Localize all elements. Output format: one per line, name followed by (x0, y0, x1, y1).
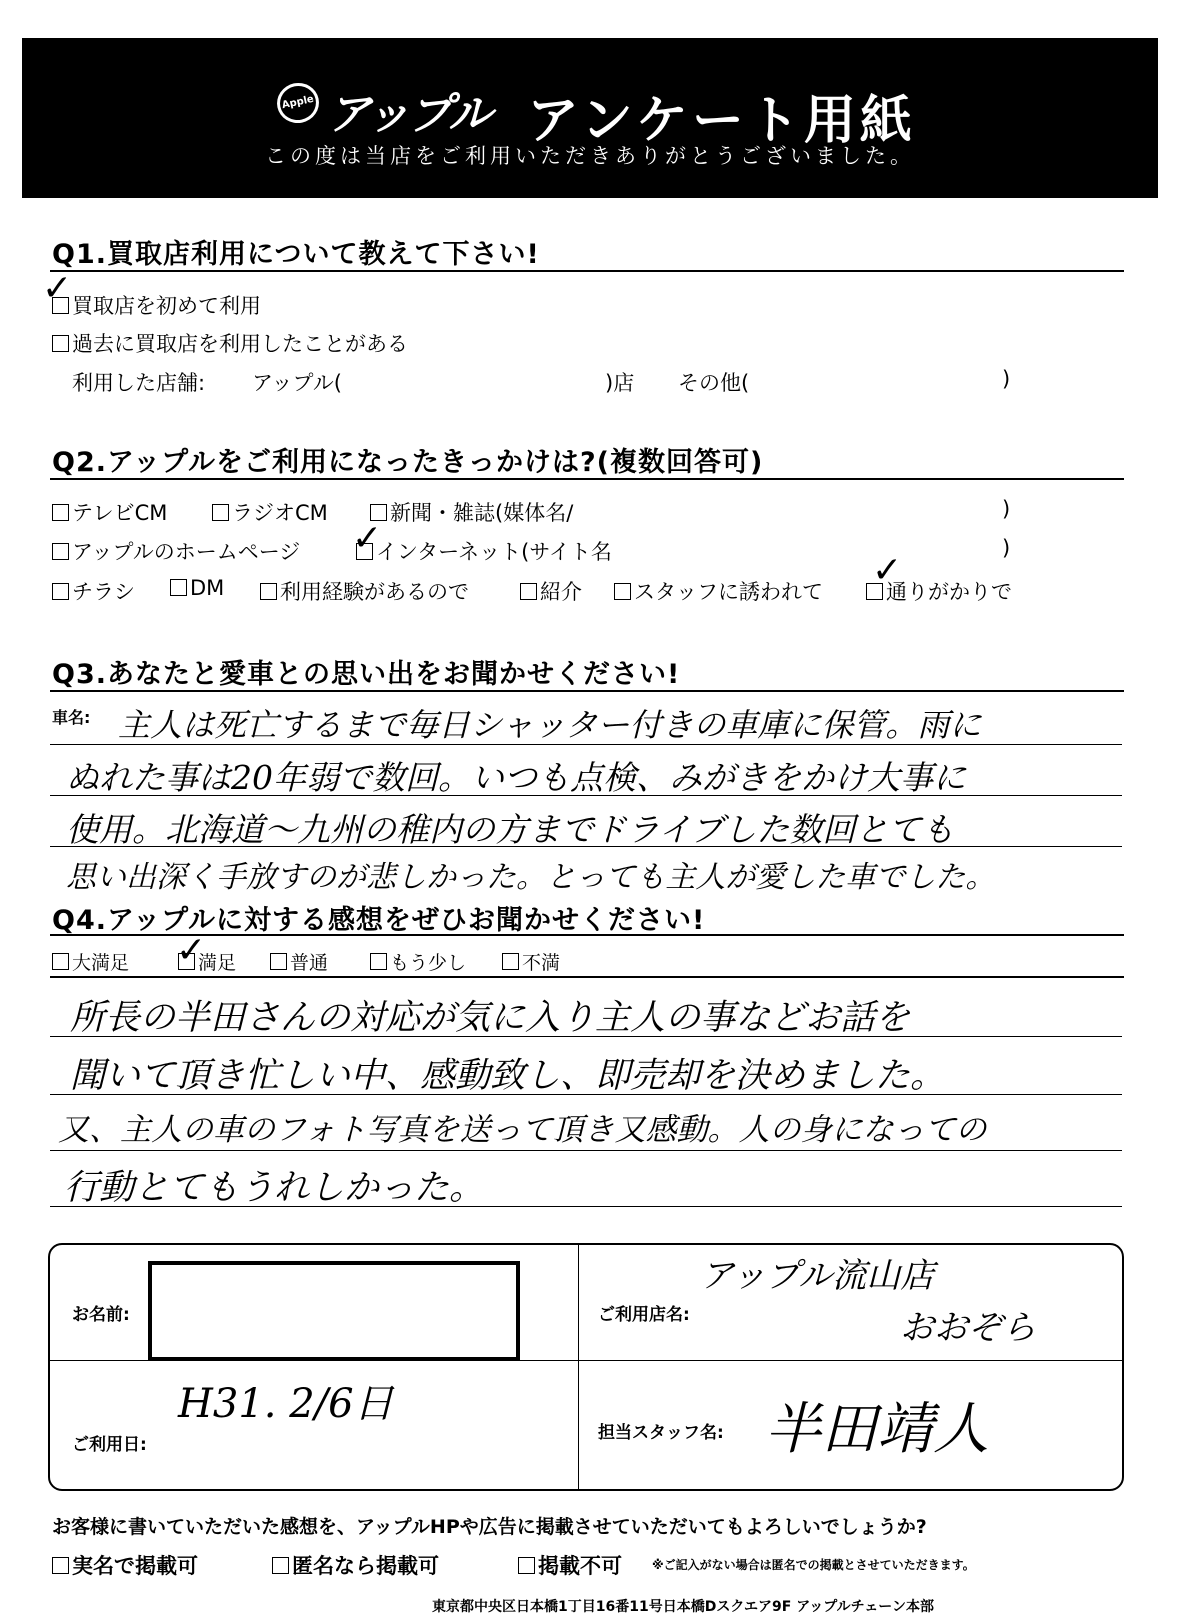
header-subtitle: この度は当店をご利用いただきありがとうございました。 (265, 144, 915, 168)
q1-rule (50, 270, 1124, 272)
date-value: H31. 2/6日 (178, 1381, 394, 1427)
staff-name-value: 半田靖人 (765, 1397, 989, 1462)
q4-writing-line (50, 1150, 1122, 1151)
q2-rule (50, 478, 1124, 480)
q2-row2-close: ) (1002, 536, 1011, 560)
q2-option-radio-cm[interactable]: ラジオCM (212, 497, 328, 527)
q2-option-flyer[interactable]: チラシ (52, 576, 135, 606)
q2-option-staff-invite[interactable]: スタッフに誘われて (614, 576, 823, 606)
q4-option-very-satisfied[interactable]: 大満足 (52, 948, 129, 975)
store-name-value: アップル流山店 (700, 1256, 935, 1296)
q2-option-tv-cm[interactable]: テレビCM (52, 497, 167, 527)
q2-option-newspaper[interactable]: 新聞・雑誌(媒体名/ (370, 497, 573, 527)
q1-store-apple: アップル( (252, 371, 342, 395)
name-label: お名前: (72, 1305, 130, 1325)
q3-writing-line (50, 795, 1122, 796)
q4-options-rule (50, 976, 1124, 978)
q4-option-normal[interactable]: 普通 (270, 948, 328, 975)
consent-note: ※ご記入がない場合は匿名での掲載とさせていただきます。 (652, 1558, 975, 1572)
checkbox-icon[interactable] (52, 504, 69, 521)
name-redaction-box (148, 1261, 520, 1361)
q4-option-satisfied[interactable]: 満足 (178, 948, 236, 975)
q1-option-past-use[interactable]: 過去に買取店を利用したことがある (52, 328, 408, 358)
checkbox-icon[interactable] (518, 1557, 535, 1574)
checkbox-icon[interactable] (260, 583, 277, 600)
q4-option-dissatisfied[interactable]: 不満 (502, 948, 560, 975)
checkbox-icon[interactable] (212, 504, 229, 521)
apple-logo-icon: Apple (273, 79, 322, 127)
checkbox-icon[interactable] (52, 953, 69, 970)
checkbox-icon[interactable] (370, 953, 387, 970)
q2-heading: Q2.アップルをご利用になったきっかけは?(複数回答可) (52, 447, 764, 478)
consent-question: お客様に書いていただいた感想を、アップルHPや広告に掲載させていただいてもよろしいでしょうか? (52, 1516, 927, 1538)
q4-writing-line (50, 1206, 1122, 1207)
q1-store-other: その他( (678, 371, 750, 395)
q4-handwritten-line-4: 行動とてもうれしかった。 (64, 1168, 485, 1208)
logo-script-text: アップル (327, 89, 491, 140)
info-divider (578, 1245, 579, 1489)
checkmark-icon: ✓ (352, 518, 383, 559)
header-banner (22, 38, 1158, 198)
consent-option-no-publish[interactable]: 掲載不可 (518, 1550, 622, 1580)
q4-handwritten-line-1: 所長の半田さんの対応が気に入り主人の事などお話を (70, 998, 911, 1038)
q4-rule (50, 934, 1124, 936)
q1-heading: Q1.買取店利用について教えて下さい! (52, 239, 540, 270)
q3-rule (50, 690, 1124, 692)
q2-option-passing-by[interactable]: 通りがかりで (866, 576, 1012, 606)
q3-handwritten-line-2: ぬれた事は20年弱で数回。いつも点検、みがきをかけ大事に (66, 758, 966, 797)
checkbox-icon[interactable] (502, 953, 519, 970)
page-title: アンケート用紙 (527, 91, 916, 151)
checkbox-icon[interactable] (52, 543, 69, 560)
q3-car-label: 車名: (52, 708, 91, 727)
q3-handwritten-line-1: 主人は死亡するまで毎日シャッター付きの車庫に保管。雨に (118, 706, 982, 744)
q2-option-experience[interactable]: 利用経験があるので (260, 576, 469, 606)
q4-handwritten-line-3: 又、主人の車のフォト写真を送って頂き又感動。人の身になっての (58, 1112, 987, 1148)
store-name-label: ご利用店名: (598, 1305, 690, 1325)
q1-store-close: ) (1002, 367, 1011, 391)
q4-heading: Q4.アップルに対する感想をぜひお聞かせください! (52, 905, 706, 936)
q2-row1-close: ) (1002, 497, 1011, 521)
date-label: ご利用日: (72, 1435, 147, 1455)
q4-writing-line (50, 1094, 1122, 1095)
q4-handwritten-line-2: 聞いて頂き忙しい中、感動致し、即売却を決めました。 (70, 1056, 946, 1096)
q4-writing-line (50, 1036, 1122, 1037)
q3-handwritten-line-4: 思い出深く手放すのが悲しかった。とっても主人が愛した車でした。 (66, 860, 996, 895)
q2-option-dm[interactable]: DM (170, 576, 224, 600)
checkbox-icon[interactable] (270, 953, 287, 970)
consent-option-anonymous[interactable]: 匿名なら掲載可 (272, 1550, 439, 1580)
checkbox-icon[interactable] (52, 583, 69, 600)
checkbox-icon[interactable] (272, 1557, 289, 1574)
checkbox-icon[interactable] (170, 579, 187, 596)
store-name-value-2: おおぞら (900, 1308, 1036, 1348)
checkbox-icon[interactable] (52, 1557, 69, 1574)
q1-store-label: 利用した店舗: (72, 371, 206, 395)
footer-address: 東京都中央区日本橋1丁目16番11号日本橋Dスクエア9F アップルチェーン本部 (432, 1599, 934, 1615)
q3-writing-line (50, 846, 1122, 847)
q4-option-a-bit-more[interactable]: もう少し (370, 948, 466, 975)
checkmark-icon: ✓ (42, 268, 73, 309)
q2-option-internet[interactable]: インターネット(サイト名 (356, 536, 612, 566)
q2-option-homepage[interactable]: アップルのホームページ (52, 536, 300, 566)
q1-option-first-time[interactable]: 買取店を初めて利用 (52, 290, 261, 320)
q3-heading: Q3.あなたと愛車との思い出をお聞かせください! (52, 659, 681, 690)
q2-option-referral[interactable]: 紹介 (520, 576, 582, 606)
checkmark-icon: ✓ (872, 550, 903, 591)
checkbox-icon[interactable] (520, 583, 537, 600)
q3-handwritten-line-3: 使用。北海道～九州の稚内の方までドライブした数回とても (66, 810, 955, 849)
q3-writing-line (50, 744, 1122, 745)
q1-store-suffix: )店 (605, 371, 635, 395)
checkbox-icon[interactable] (52, 335, 69, 352)
checkbox-icon[interactable] (614, 583, 631, 600)
checkmark-icon: ✓ (176, 930, 207, 971)
staff-name-label: 担当スタッフ名: (598, 1423, 724, 1443)
consent-option-real-name[interactable]: 実名で掲載可 (52, 1550, 198, 1580)
